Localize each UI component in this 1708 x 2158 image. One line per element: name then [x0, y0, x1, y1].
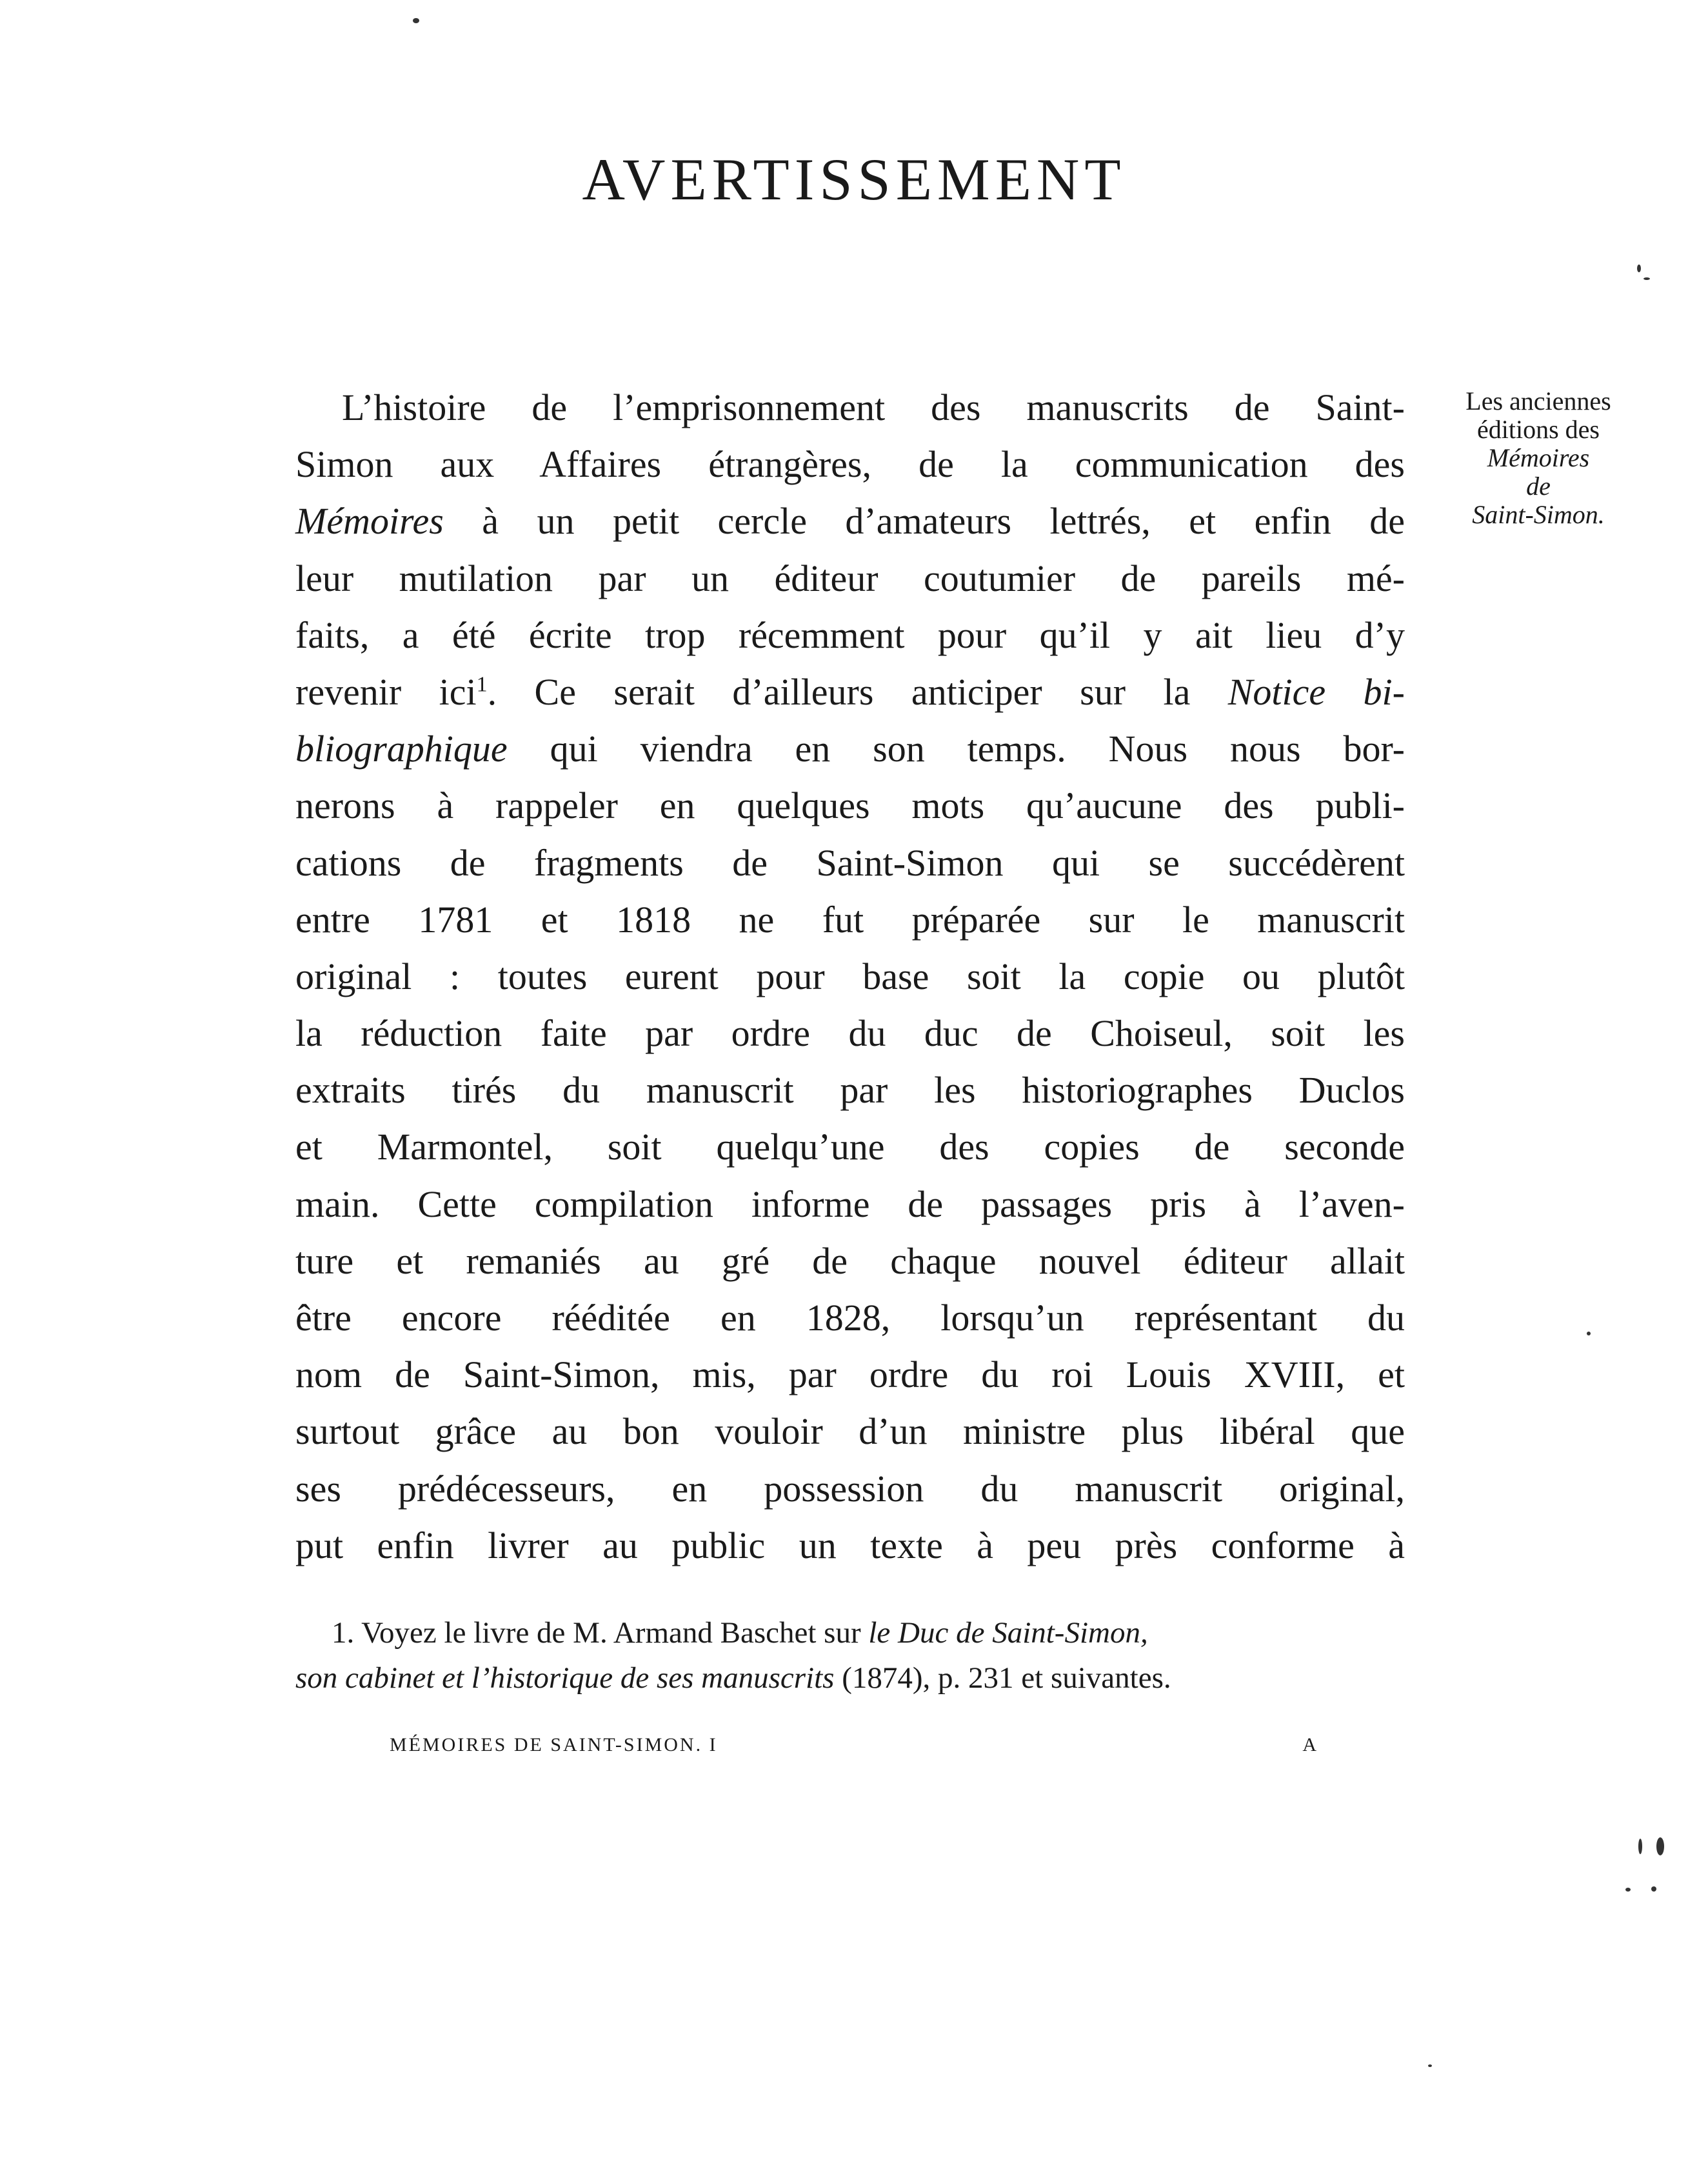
text-run: . Ce serait d’ailleurs anticiper sur la: [487, 670, 1228, 713]
footnote: [295, 1610, 1405, 1701]
text-line: [295, 664, 1405, 721]
text-line: cations de fragments de Saint-Simon qui se succédèrent: [295, 841, 1405, 884]
marginal-note: [1432, 387, 1645, 529]
scan-speck: [1637, 265, 1641, 272]
text-line: surtout grâce au bon vouloir d’un ministre plus libéral que: [295, 1410, 1405, 1453]
marginal-note-line: de: [1526, 472, 1551, 501]
text-run: Voyez le livre de M. Armand Baschet sur: [354, 1616, 869, 1650]
text-line: ture et remaniés au gré de chaque nouvel éditeur allait: [295, 1239, 1405, 1282]
scan-speck: [1428, 2064, 1432, 2067]
page-title: AVERTISSEMENT: [582, 146, 1126, 212]
text-run: (1874), p. 231 et suivantes.: [834, 1661, 1171, 1695]
italic-title: Mémoires: [295, 500, 444, 543]
text-line: extraits tirés du manuscrit par les historiographes Duclos: [295, 1069, 1405, 1112]
text-line: leur mutilation par un éditeur coutumier de pareils mé-: [295, 557, 1405, 599]
text-line: put enfin livrer au public un texte à peu près conforme à: [295, 1524, 1405, 1566]
scan-speck: [413, 18, 419, 23]
marginal-note-line: Saint-Simon.: [1472, 500, 1605, 529]
text-line: être encore rééditée en 1828, lorsqu’un représentant du: [295, 1297, 1405, 1339]
footnote-marker: 1: [476, 672, 488, 697]
italic-title: le Duc de Saint-Simon,: [868, 1616, 1148, 1650]
marginal-note-line: Les anciennes: [1465, 386, 1611, 415]
italic-title: Notice bi-: [1227, 670, 1405, 713]
text-line: [295, 721, 1405, 777]
text-line: [295, 493, 1405, 550]
text-line: nom de Saint-Simon, mis, par ordre du roi Louis XVIII, et: [295, 1354, 1405, 1396]
text-line: original : toutes eurent pour base soit la copie ou plutôt: [295, 955, 1405, 997]
text-line: main. Cette compilation informe de passages pris à l’aven-: [295, 1183, 1405, 1225]
text-line: faits, a été écrite trop récemment pour qu’il y ait lieu d’y: [295, 614, 1405, 656]
text-line: la réduction faite par ordre du duc de Choiseul, soit les: [295, 1012, 1405, 1055]
marginal-note-line: Mémoires: [1487, 443, 1590, 472]
signature-mark: A: [1302, 1734, 1318, 1755]
scan-speck: [1587, 1332, 1591, 1335]
text-run: qui viendra en son temps. Nous nous bor-: [507, 728, 1405, 770]
text-line: nerons à rappeler en quelques mots qu’aucune des publi-: [295, 784, 1405, 827]
text-line: ses prédécesseurs, en possession du manuscrit original,: [295, 1467, 1405, 1510]
italic-title: son cabinet et l’historique de ses manuscrits: [295, 1661, 835, 1695]
scan-speck: [1638, 1839, 1642, 1854]
footnote-line: [295, 1655, 1405, 1701]
signature-title: MÉMOIRES DE SAINT-SIMON. I: [390, 1734, 718, 1755]
body-paragraph: [295, 379, 1405, 1574]
scan-speck: [1656, 1837, 1664, 1855]
scan-speck: [1643, 277, 1650, 280]
italic-title: bliographique: [295, 728, 508, 770]
text-line: L’histoire de l’emprisonnement des manuscrits de Saint-: [342, 386, 1405, 428]
footnote-line: [295, 1610, 1405, 1655]
scan-speck: [1651, 1886, 1656, 1892]
text-line: et Marmontel, soit quelqu’une des copies de seconde: [295, 1126, 1405, 1168]
marginal-note-line: éditions des: [1477, 415, 1600, 444]
text-line: entre 1781 et 1818 ne fut préparée sur le manuscrit: [295, 898, 1405, 941]
footnote-number: 1.: [332, 1616, 355, 1650]
text-run: à un petit cercle d’amateurs lettrés, et enfin de: [443, 500, 1405, 543]
text-run: revenir ici: [295, 670, 477, 713]
text-line: Simon aux Affaires étrangères, de la communication des: [295, 443, 1405, 486]
scan-speck: [1625, 1888, 1631, 1892]
